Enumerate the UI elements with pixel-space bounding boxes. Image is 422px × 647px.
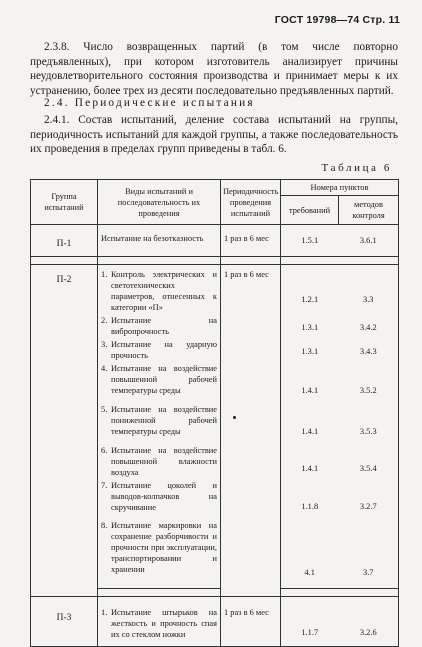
requirement-clause: 1.4.1	[301, 386, 319, 395]
test-text: Испытание на ударную прочность	[111, 340, 217, 360]
test-description	[98, 443, 221, 478]
method-clause: 3.2.6	[339, 596, 399, 646]
test-number: 6.	[101, 446, 108, 455]
method-clause: 3.2.7	[339, 478, 399, 518]
method-clause: 3.5.3	[339, 402, 399, 443]
method-clause: 3.7	[339, 518, 399, 588]
header-test-kinds: Виды испытаний и последовательность их проведения	[98, 180, 221, 225]
header-control-methods: методов контроля	[339, 196, 399, 225]
requirement-clause: 1.3.1	[301, 323, 319, 332]
paragraph-2-4-1: 2.4.1. Состав испытаний, деление состава испытаний на группы, периодичность испытаний для каждой группы, а также последовательность их проведения в пределах групп приведены в табл. 6.	[30, 114, 398, 156]
test-number: 1.	[101, 607, 108, 617]
spacer-cell	[281, 257, 339, 265]
method-clause: 3.4.2	[339, 313, 399, 337]
test-description	[98, 518, 221, 588]
test-description	[98, 225, 221, 257]
test-number: 1.	[101, 270, 108, 279]
test-number: 7.	[101, 481, 108, 490]
test-text: Испытание маркировки на сохранение разборчивости и прочности при эксплуатации, транспортировании и хранении	[111, 521, 217, 574]
spacer-cell	[31, 588, 98, 596]
test-text: Испытание на безотказность	[101, 234, 204, 243]
paragraph-2-3-8: 2.3.8. Число возвращенных партий (в том числе повторно предъявленных), при котором изготовитель анализирует причины неудовлетворительного состояния производства и принимает меры к их устранению, более трех из десяти последовательно предъявленных партий.	[30, 41, 398, 97]
ink-dot	[233, 416, 236, 419]
requirement-clause: 1.2.1	[281, 265, 339, 314]
group-spacer	[31, 588, 399, 596]
spacer-cell	[339, 257, 399, 265]
table-row	[31, 596, 399, 646]
group-name: П-1	[31, 225, 98, 257]
header-periodicity: Периодичность проведения испытаний	[221, 180, 281, 225]
group-spacer	[31, 257, 399, 265]
periodicity-value: 1 раз в 6 мес	[221, 265, 281, 589]
requirement-clause: 1.1.7	[281, 596, 339, 646]
method-clause: 3.5.2	[339, 361, 399, 402]
test-description	[98, 337, 221, 361]
periodicity-value: 1 раз в 6 мес	[221, 596, 281, 646]
test-text: Испытание на воздействие пониженной рабочей температуры среды	[111, 405, 217, 436]
test-number: 8.	[101, 521, 108, 530]
test-text: Контроль электрических и светотехнических параметров, отнесенных к категории «П»	[111, 270, 217, 312]
method-clause: 3.5.4	[339, 443, 399, 478]
table-row	[31, 225, 399, 257]
spacer-cell	[339, 588, 399, 596]
requirement-clause: 1.5.1	[281, 225, 339, 257]
test-text: Испытание на вибропрочность	[111, 316, 217, 336]
requirement-clause: 1.3.1	[301, 347, 319, 356]
test-description	[98, 596, 221, 646]
section-heading-2-4: 2.4. Периодические испытания	[44, 97, 255, 109]
requirement-clause: 1.1.8	[301, 502, 319, 511]
test-description	[98, 402, 221, 443]
test-text: Испытание на воздействие повышенной влажности воздуха	[111, 446, 217, 477]
header-group: Группа испытаний	[31, 180, 98, 225]
test-number: 2.	[101, 316, 108, 325]
test-description	[98, 478, 221, 518]
table-row	[31, 265, 399, 314]
method-clause: 3.4.3	[339, 337, 399, 361]
requirement-clause: 1.4.1	[301, 427, 319, 436]
method-clause: 3.6.1	[339, 225, 399, 257]
test-text: Испытание штырьков на жесткость и прочность спая их со стеклом ножки	[111, 607, 217, 639]
header-clause-numbers: Номера пунктов	[281, 180, 399, 196]
spacer-cell	[281, 588, 339, 596]
header-requirements: требований	[281, 196, 339, 225]
test-text: Испытание цоколей и выводов-колпачков на скручивание	[111, 481, 217, 512]
test-text: Испытание на воздействие повышенной рабочей температуры среды	[111, 364, 217, 395]
test-number: 3.	[101, 340, 108, 349]
requirement-clause: 1.4.1	[301, 464, 319, 473]
spacer-cell	[221, 588, 281, 596]
spacer-cell	[98, 257, 221, 265]
spacer-cell	[221, 257, 281, 265]
spacer-cell	[98, 588, 221, 596]
spacer-cell	[31, 257, 98, 265]
test-description	[98, 361, 221, 402]
group-name: П-2	[31, 265, 98, 589]
table-caption: Таблица 6	[321, 162, 392, 174]
test-description	[98, 265, 221, 314]
method-clause: 3.3	[339, 265, 399, 314]
page-header: ГОСТ 19798—74 Стр. 11	[274, 14, 400, 26]
test-number: 5.	[101, 405, 108, 414]
table-body	[31, 225, 399, 647]
test-description	[98, 313, 221, 337]
periodic-tests-table	[30, 179, 399, 647]
test-number: 4.	[101, 364, 108, 373]
requirement-clause: 4.1	[281, 518, 339, 588]
periodicity-value: 1 раз в 6 мес	[221, 225, 281, 257]
group-name: П-3	[31, 596, 98, 646]
